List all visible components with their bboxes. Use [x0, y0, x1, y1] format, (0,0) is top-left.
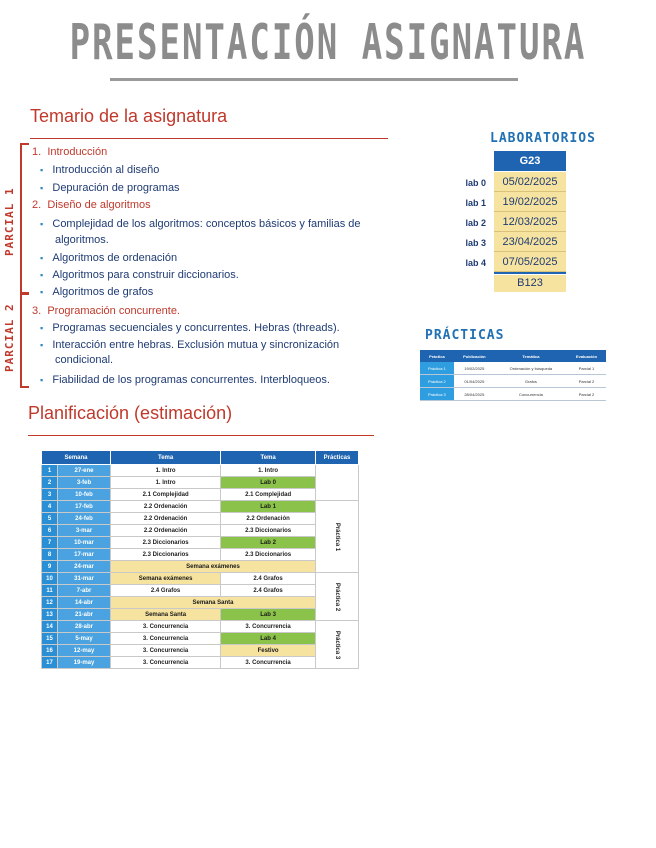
list-item: ▪ Algoritmos de ordenación: [40, 252, 178, 264]
bullet-icon: ▪: [40, 165, 44, 175]
table-row: [42, 525, 359, 537]
topic-cell: Semana Santa: [111, 609, 221, 621]
list-item: ▪ Depuración de programas: [40, 182, 180, 194]
syllabus-heading: Temario de la asignatura: [30, 106, 228, 126]
week-date: 7-abr: [58, 585, 111, 597]
bullet-icon: ▪: [40, 287, 44, 297]
week-number: 12: [42, 597, 58, 609]
week-number: 6: [42, 525, 58, 537]
column-header: Temática: [495, 350, 567, 362]
topic-cell: 1. Intro: [111, 477, 221, 489]
week-date: 14-abr: [58, 597, 111, 609]
week-number: 3: [42, 489, 58, 501]
column-header: Tema: [111, 451, 221, 465]
labs-group-header: G23: [494, 151, 566, 171]
week-date: 28-abr: [58, 621, 111, 633]
table-row: [420, 375, 606, 388]
week-number: 2: [42, 477, 58, 489]
topic-cell: 2.3 Diccionarios: [111, 537, 221, 549]
table-row: [42, 645, 359, 657]
unit-2: 2. Diseño de algoritmos: [32, 199, 151, 211]
topic-cell: 3. Concurrencia: [221, 621, 316, 633]
lab-date: 23/04/2025: [494, 232, 566, 252]
bullet-icon: ▪: [40, 340, 44, 350]
table-cell: Práctica 2: [420, 375, 454, 388]
topic-cell: 2.3 Diccionarios: [221, 549, 316, 561]
week-number: 10: [42, 573, 58, 585]
table-header-row: [420, 350, 606, 362]
page-title: PRESENTACIÓN ASIGNATURA: [69, 14, 587, 72]
column-header: Prácticas: [316, 451, 359, 465]
lab-date: 07/05/2025: [494, 252, 566, 272]
topic-cell: 3. Concurrencia: [111, 657, 221, 669]
bullet-icon: ▪: [40, 270, 44, 280]
topic-cell: 2.3 Diccionarios: [221, 525, 316, 537]
lab-name: lab 4: [465, 258, 486, 268]
bullet-icon: ▪: [40, 219, 44, 229]
week-number: 9: [42, 561, 58, 573]
table-row: [42, 657, 359, 669]
topic-cell: Lab 3: [221, 609, 316, 621]
topic-cell: 3. Concurrencia: [111, 645, 221, 657]
practica-label: Práctica 3: [333, 630, 340, 659]
topic-cell: Semana exámenes: [111, 573, 221, 585]
table-row: [42, 561, 359, 573]
topic-cell: 3. Concurrencia: [221, 657, 316, 669]
table-cell: Parcial 2: [567, 388, 606, 401]
list-item: ▪ Algoritmos para construir diccionarios.: [40, 269, 239, 281]
table-row: [42, 501, 359, 513]
planning-table-body: [42, 465, 359, 669]
topic-cell: 2.2 Ordenación: [221, 513, 316, 525]
topic-cell: 2.1 Complejidad: [221, 489, 316, 501]
week-number: 8: [42, 549, 58, 561]
topic-cell: Lab 0: [221, 477, 316, 489]
table-row: [42, 549, 359, 561]
week-date: 21-abr: [58, 609, 111, 621]
table-row: [42, 609, 359, 621]
lab-name: lab 2: [465, 218, 486, 228]
table-cell: Parcial 1: [567, 362, 606, 375]
parcial-1-label: PARCIAL 1: [3, 187, 16, 256]
parcial-1-bracket: [20, 143, 29, 295]
merged-topic-cell: Semana exámenes: [111, 561, 316, 573]
table-row: [42, 573, 359, 585]
table-row: [420, 362, 606, 375]
parcial-2-bracket: [20, 292, 29, 388]
planning-table: [41, 450, 359, 669]
topic-cell: 2.4 Grafos: [221, 573, 316, 585]
column-header: Evaluación: [567, 350, 606, 362]
topic-cell: 1. Intro: [111, 465, 221, 477]
table-row: [42, 537, 359, 549]
table-cell: 28/04/2025: [454, 388, 495, 401]
lab-name: lab 3: [465, 238, 486, 248]
week-number: 17: [42, 657, 58, 669]
unit-1-title: Introducción: [47, 146, 108, 158]
table-row: [42, 621, 359, 633]
practicas-table: [420, 350, 606, 401]
column-header: Práctica: [420, 350, 454, 362]
unit-3: 3. Programación concurrente.: [32, 305, 180, 317]
week-number: 1: [42, 465, 58, 477]
table-header-row: [42, 451, 359, 465]
column-header: Publicación: [454, 350, 495, 362]
lab-name: lab 1: [465, 198, 486, 208]
practica-label: Práctica 1: [333, 522, 340, 551]
week-number: 14: [42, 621, 58, 633]
week-date: 3-feb: [58, 477, 111, 489]
practica-label: Práctica 2: [333, 582, 340, 611]
week-number: 13: [42, 609, 58, 621]
merged-topic-cell: Semana Santa: [111, 597, 316, 609]
week-date: 10-feb: [58, 489, 111, 501]
lab-date: 12/03/2025: [494, 212, 566, 232]
column-header: Tema: [221, 451, 316, 465]
table-cell: Ordenación y búsqueda: [495, 362, 567, 375]
title-underline: [110, 78, 518, 81]
labs-heading: LABORATORIOS: [490, 131, 596, 146]
topic-cell: 3. Concurrencia: [111, 633, 221, 645]
planning-heading: Planificación (estimación): [28, 403, 233, 423]
table-row: [420, 388, 606, 401]
planning-heading-rule: [28, 435, 374, 436]
topic-cell: 2.3 Diccionarios: [111, 549, 221, 561]
table-row: [42, 489, 359, 501]
table-row: [42, 585, 359, 597]
table-row: [42, 597, 359, 609]
syllabus-heading-rule: [30, 138, 388, 139]
week-number: 11: [42, 585, 58, 597]
syllabus-list: [32, 145, 392, 390]
table-cell: Práctica 1: [420, 362, 454, 375]
week-number: 15: [42, 633, 58, 645]
parcial-2-label: PARCIAL 2: [3, 303, 16, 372]
list-item: ▪ Complejidad de los algoritmos: conceptos básicos y familias de: [40, 218, 361, 230]
topic-cell: Lab 2: [221, 537, 316, 549]
unit-1: 1. Introducción: [32, 146, 108, 158]
list-item: ▪ Fiabilidad de los programas concurrentes. Interbloqueos.: [40, 374, 330, 386]
week-date: 24-feb: [58, 513, 111, 525]
week-number: 7: [42, 537, 58, 549]
unit-2-title: Diseño de algoritmos: [47, 199, 151, 211]
week-date: 24-mar: [58, 561, 111, 573]
table-row: [42, 477, 359, 489]
list-item-continued: algoritmos.: [55, 234, 109, 246]
practica-cell: [316, 573, 359, 621]
topic-cell: Lab 4: [221, 633, 316, 645]
list-item: ▪ Programas secuenciales y concurrentes. Hebras (threads).: [40, 322, 340, 334]
unit-3-title: Programación concurrente.: [47, 305, 180, 317]
list-item: ▪ Introducción al diseño: [40, 164, 160, 176]
week-date: 27-ene: [58, 465, 111, 477]
topic-cell: 2.2 Ordenación: [111, 513, 221, 525]
week-number: 4: [42, 501, 58, 513]
table-row: [42, 465, 359, 477]
table-cell: 01/04/2025: [454, 375, 495, 388]
week-date: 12-may: [58, 645, 111, 657]
bullet-icon: ▪: [40, 253, 44, 263]
topic-cell: 2.2 Ordenación: [111, 525, 221, 537]
topic-cell: 2.4 Grafos: [221, 585, 316, 597]
topic-cell: Festivo: [221, 645, 316, 657]
week-date: 17-mar: [58, 549, 111, 561]
labs-room: B123: [494, 275, 566, 292]
bullet-icon: ▪: [40, 183, 44, 193]
lab-date: 19/02/2025: [494, 192, 566, 212]
topic-cell: 3. Concurrencia: [111, 621, 221, 633]
week-date: 10-mar: [58, 537, 111, 549]
topic-cell: 2.2 Ordenación: [111, 501, 221, 513]
table-row: [42, 513, 359, 525]
week-date: 3-mar: [58, 525, 111, 537]
table-cell: 19/02/2025: [454, 362, 495, 375]
table-cell: Parcial 2: [567, 375, 606, 388]
bullet-icon: ▪: [40, 323, 44, 333]
practica-cell: [316, 501, 359, 573]
practica-cell: [316, 621, 359, 669]
week-date: 19-may: [58, 657, 111, 669]
column-header: Semana: [42, 451, 111, 465]
table-row: [42, 633, 359, 645]
list-item: ▪ Algoritmos de grafos: [40, 286, 154, 298]
list-item-continued: condicional.: [55, 354, 114, 366]
topic-cell: Lab 1: [221, 501, 316, 513]
practica-empty-cell: [316, 465, 359, 501]
lab-name: lab 0: [465, 178, 486, 188]
week-date: 5-may: [58, 633, 111, 645]
list-item: ▪ Interacción entre hebras. Exclusión mutua y sincronización: [40, 339, 340, 351]
topic-cell: 2.1 Complejidad: [111, 489, 221, 501]
week-number: 16: [42, 645, 58, 657]
lab-date: 05/02/2025: [494, 172, 566, 192]
week-date: 17-feb: [58, 501, 111, 513]
table-cell: Grafos: [495, 375, 567, 388]
week-date: 31-mar: [58, 573, 111, 585]
table-cell: Práctica 3: [420, 388, 454, 401]
practicas-heading: PRÁCTICAS: [425, 328, 505, 343]
table-cell: Concurrencia: [495, 388, 567, 401]
bullet-icon: ▪: [40, 375, 44, 385]
labs-separator: [494, 272, 566, 274]
topic-cell: 1. Intro: [221, 465, 316, 477]
topic-cell: 2.4 Grafos: [111, 585, 221, 597]
week-number: 5: [42, 513, 58, 525]
